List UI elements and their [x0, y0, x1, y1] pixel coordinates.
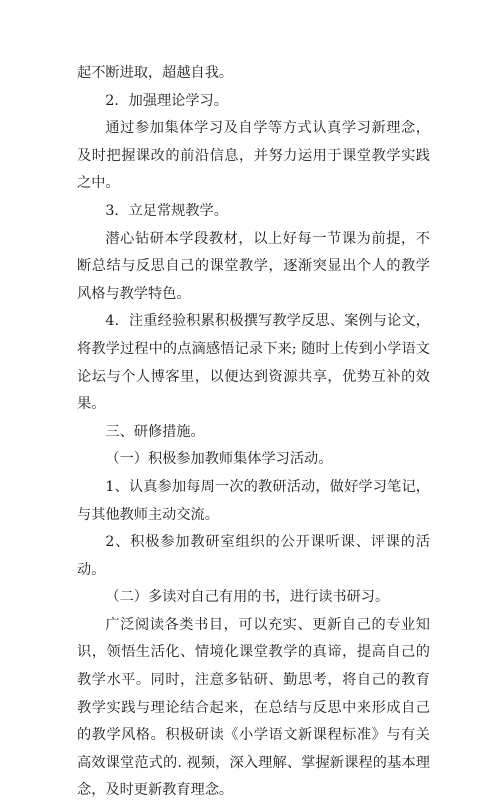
list-item-weekly-research: 1、认真参加每周一次的教研活动，做好学习笔记，与其他教师主动交流。 [77, 478, 430, 523]
document-page [77, 60, 430, 805]
paragraph-experience-accumulation: 4．注重经验积累积极撰写教学反思、案例与论文，将教学过程中的点滴感悟记录下来; 随时上传到小学语文论坛与个人博客里，以便达到资源共享，优势互补的效果。 [77, 313, 430, 413]
heading-research-measures: 三、研修措施。 [105, 423, 205, 440]
list-item-open-class: 2、积极参加教研室组织的公开课听课、评课的活动。 [77, 534, 430, 578]
paragraph-continuation: 起不断进取，超越自我。 [77, 65, 234, 81]
subheading-collective-study: （一）积极参加教师集体学习活动。 [105, 451, 333, 468]
subheading-reading-study: （二）多读对自己有用的书，进行读书研习。 [105, 589, 390, 606]
heading-strengthen-theory-study: 2．加强理论学习。 [105, 92, 228, 109]
paragraph-theory-study: 通过参加集体学习及自学等方式认真学习新理念，及时把握课改的前沿信息，并努力运用于课堂教学实践之中。 [77, 120, 430, 192]
paragraph-reading-study: 广泛阅读各类书目，可以充实、更新自己的专业知识，领悟生活化、情境化课堂教学的真谛，提高自己的教学水平。同时，注意多钻研、勤思考，将自己的教育教学实践与理论结合起来，在总结与反思中来形成自己的教学风格。积极研读《小学语文新课程标准》与有关高效课堂范式的. 视频，深入理解、掌握新课程的基本理念，及时更新教育理念。 [77, 616, 430, 799]
paragraph-routine-teaching: 潜心钻研本学段教材，以上好每一节课为前提，不断总结与反思自己的课堂教学，逐渐突显出个人的教学风格与教学特色。 [77, 230, 430, 302]
heading-routine-teaching: 3．立足常规教学。 [105, 202, 228, 219]
